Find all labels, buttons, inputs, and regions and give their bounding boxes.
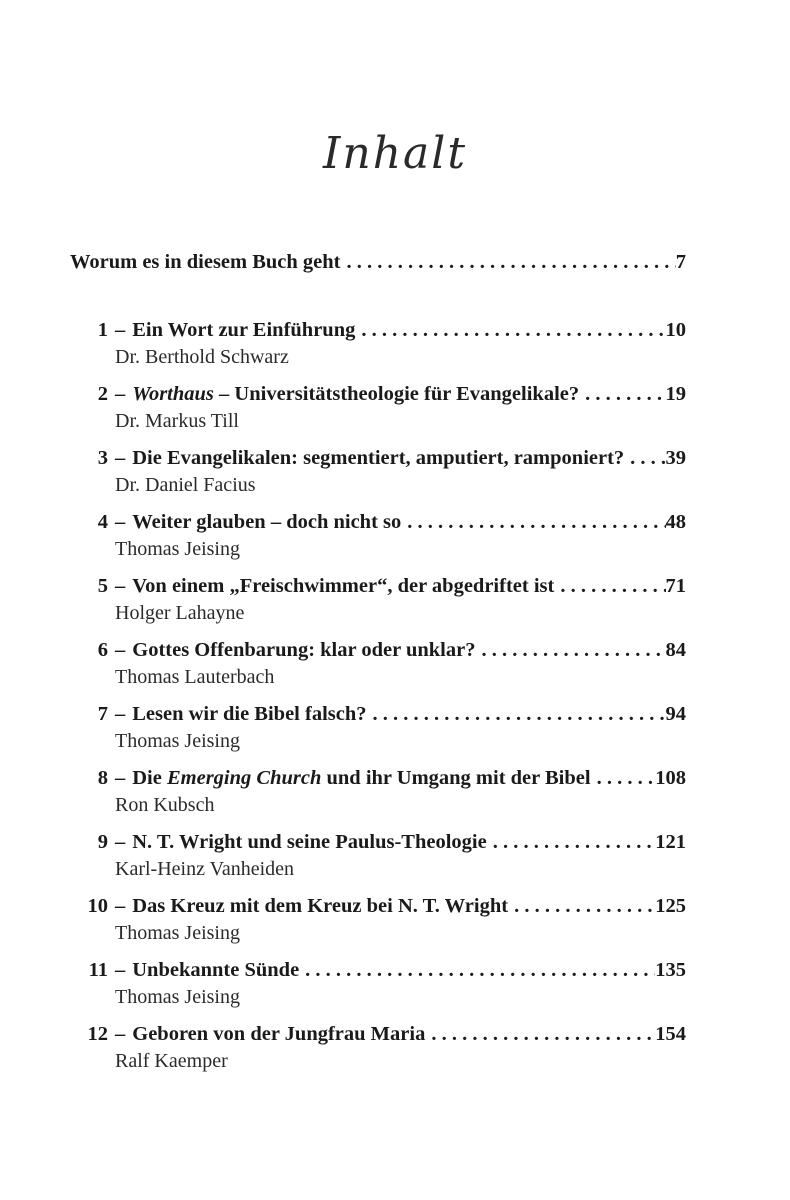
title-text: N. T. Wright und seine Paulus-Theologie xyxy=(132,831,487,853)
chapter-author: Thomas Jeising xyxy=(115,538,240,560)
chapter-list xyxy=(70,316,686,1074)
chapter-separator: – xyxy=(115,703,126,725)
chapter-author: Ron Kubsch xyxy=(115,794,215,816)
toc-entry-title xyxy=(132,572,554,600)
chapter-separator: – xyxy=(115,767,126,789)
title-text: Von einem „Freischwimmer“, der abgedriftet ist xyxy=(132,575,555,597)
chapter-author: Dr. Markus Till xyxy=(115,410,239,432)
chapter-number: 11 xyxy=(88,959,108,981)
toc-entry-line xyxy=(70,316,686,344)
chapter-separator: – xyxy=(115,831,126,853)
title-text: Die xyxy=(132,767,167,789)
chapter-separator: – xyxy=(115,895,126,917)
toc-entry-chapter-8 xyxy=(70,764,686,818)
dot-leader xyxy=(355,316,665,344)
chapter-author: Dr. Daniel Facius xyxy=(115,474,256,496)
title-text: Die Evangelikalen: segmentiert, amputiert, ramponiert? xyxy=(132,447,625,469)
title-text: und ihr Umgang mit der Bibel xyxy=(321,767,591,789)
toc-page-number: 135 xyxy=(655,959,686,981)
toc-entry-title xyxy=(132,1020,425,1048)
toc-entry-chapter-11 xyxy=(70,956,686,1010)
chapter-author: Thomas Jeising xyxy=(115,922,240,944)
chapter-separator: – xyxy=(115,511,126,533)
toc-entry-title xyxy=(132,444,624,472)
dot-leader xyxy=(508,892,655,920)
toc-page-number: 7 xyxy=(675,251,686,273)
chapter-author: Dr. Berthold Schwarz xyxy=(115,346,289,368)
toc-entry-chapter-6 xyxy=(70,636,686,690)
toc-entry-line xyxy=(70,636,686,664)
toc-entry-title xyxy=(132,892,508,920)
chapter-number: 10 xyxy=(87,895,108,917)
toc-page-number: 84 xyxy=(665,639,686,661)
toc-page-number: 94 xyxy=(665,703,686,725)
toc-page-number: 10 xyxy=(665,319,686,341)
dot-leader xyxy=(591,764,656,792)
toc-page-number: 121 xyxy=(655,831,686,853)
toc-page-number: 125 xyxy=(655,895,686,917)
toc-entry-line xyxy=(70,380,686,408)
chapter-author: Ralf Kaemper xyxy=(115,1050,228,1072)
toc-entry-line xyxy=(70,1020,686,1048)
toc-entry-title xyxy=(132,956,299,984)
chapter-number: 12 xyxy=(87,1023,108,1045)
toc-entry-chapter-2 xyxy=(70,380,686,434)
toc-entry-line xyxy=(70,444,686,472)
toc-entry-intro xyxy=(70,248,686,276)
dot-leader xyxy=(341,248,676,276)
dot-leader xyxy=(487,828,656,856)
dot-leader xyxy=(579,380,665,408)
toc-page-number: 39 xyxy=(665,447,686,469)
page-title: Inhalt xyxy=(322,128,468,179)
toc-page-number: 19 xyxy=(665,383,686,405)
dot-leader xyxy=(367,700,666,728)
toc-entry-line xyxy=(70,700,686,728)
dot-leader xyxy=(299,956,655,984)
title-text: Lesen wir die Bibel falsch? xyxy=(132,703,367,725)
table-of-contents xyxy=(70,248,686,1084)
toc-entry-chapter-4 xyxy=(70,508,686,562)
toc-entry-title: Worum es in diesem Buch geht xyxy=(70,251,341,273)
chapter-number: 2 xyxy=(97,383,108,405)
dot-leader xyxy=(624,444,665,472)
toc-entry-chapter-10 xyxy=(70,892,686,946)
toc-entry-line xyxy=(70,508,686,536)
chapter-separator: – xyxy=(115,959,126,981)
title-text: Das Kreuz mit dem Kreuz bei N. T. Wright xyxy=(132,895,509,917)
toc-entry-title xyxy=(132,380,579,408)
chapter-separator: – xyxy=(115,447,126,469)
chapter-number: 6 xyxy=(97,639,108,661)
toc-entry-chapter-9 xyxy=(70,828,686,882)
chapter-author: Thomas Lauterbach xyxy=(115,666,275,688)
chapter-number: 1 xyxy=(97,319,108,341)
title-text: Weiter glauben – doch nicht so xyxy=(132,511,402,533)
chapter-number: 5 xyxy=(97,575,108,597)
toc-entry-title xyxy=(132,636,475,664)
toc-entry-title xyxy=(132,764,590,792)
chapter-author: Holger Lahayne xyxy=(115,602,245,624)
chapter-author: Thomas Jeising xyxy=(115,986,240,1008)
toc-entry-chapter-1 xyxy=(70,316,686,370)
toc-entry-title xyxy=(132,508,401,536)
chapter-number: 3 xyxy=(97,447,108,469)
chapter-separator: – xyxy=(115,639,126,661)
title-italic-text: Emerging Church xyxy=(166,767,322,789)
title-text: – Universitätstheologie für Evangelikale? xyxy=(213,383,580,405)
toc-page-number: 154 xyxy=(655,1023,686,1045)
toc-page-number: 71 xyxy=(665,575,686,597)
toc-entry-line xyxy=(70,248,686,276)
chapter-number: 4 xyxy=(97,511,108,533)
title-text: Geboren von der Jungfrau Maria xyxy=(132,1023,426,1045)
chapter-number: 8 xyxy=(97,767,108,789)
chapter-number: 9 xyxy=(97,831,108,853)
title-text: Ein Wort zur Einführung xyxy=(132,319,356,341)
toc-entry-chapter-12 xyxy=(70,1020,686,1074)
toc-entry-line xyxy=(70,892,686,920)
toc-entry-chapter-5 xyxy=(70,572,686,626)
chapter-number: 7 xyxy=(97,703,108,725)
chapter-author: Thomas Jeising xyxy=(115,730,240,752)
toc-entry-chapter-7 xyxy=(70,700,686,754)
toc-entry-title xyxy=(132,316,355,344)
toc-entry-line xyxy=(70,828,686,856)
chapter-author: Karl-Heinz Vanheiden xyxy=(115,858,295,880)
toc-entry-line xyxy=(70,572,686,600)
dot-leader xyxy=(401,508,665,536)
toc-entry-line xyxy=(70,764,686,792)
dot-leader xyxy=(554,572,665,600)
dot-leader xyxy=(425,1020,655,1048)
title-text: Unbekannte Sünde xyxy=(132,959,300,981)
dot-leader xyxy=(475,636,665,664)
chapter-separator: – xyxy=(115,575,126,597)
toc-entry-title xyxy=(132,828,486,856)
toc-entry-line xyxy=(70,956,686,984)
toc-page-number: 48 xyxy=(665,511,686,533)
toc-page-number: 108 xyxy=(655,767,686,789)
chapter-separator: – xyxy=(115,1023,126,1045)
title-italic-text: Worthaus xyxy=(132,383,214,405)
title-text: Gottes Offenbarung: klar oder unklar? xyxy=(132,639,476,661)
chapter-separator: – xyxy=(115,319,126,341)
toc-entry-chapter-3 xyxy=(70,444,686,498)
toc-entry-title xyxy=(132,700,366,728)
chapter-separator: – xyxy=(115,383,126,405)
